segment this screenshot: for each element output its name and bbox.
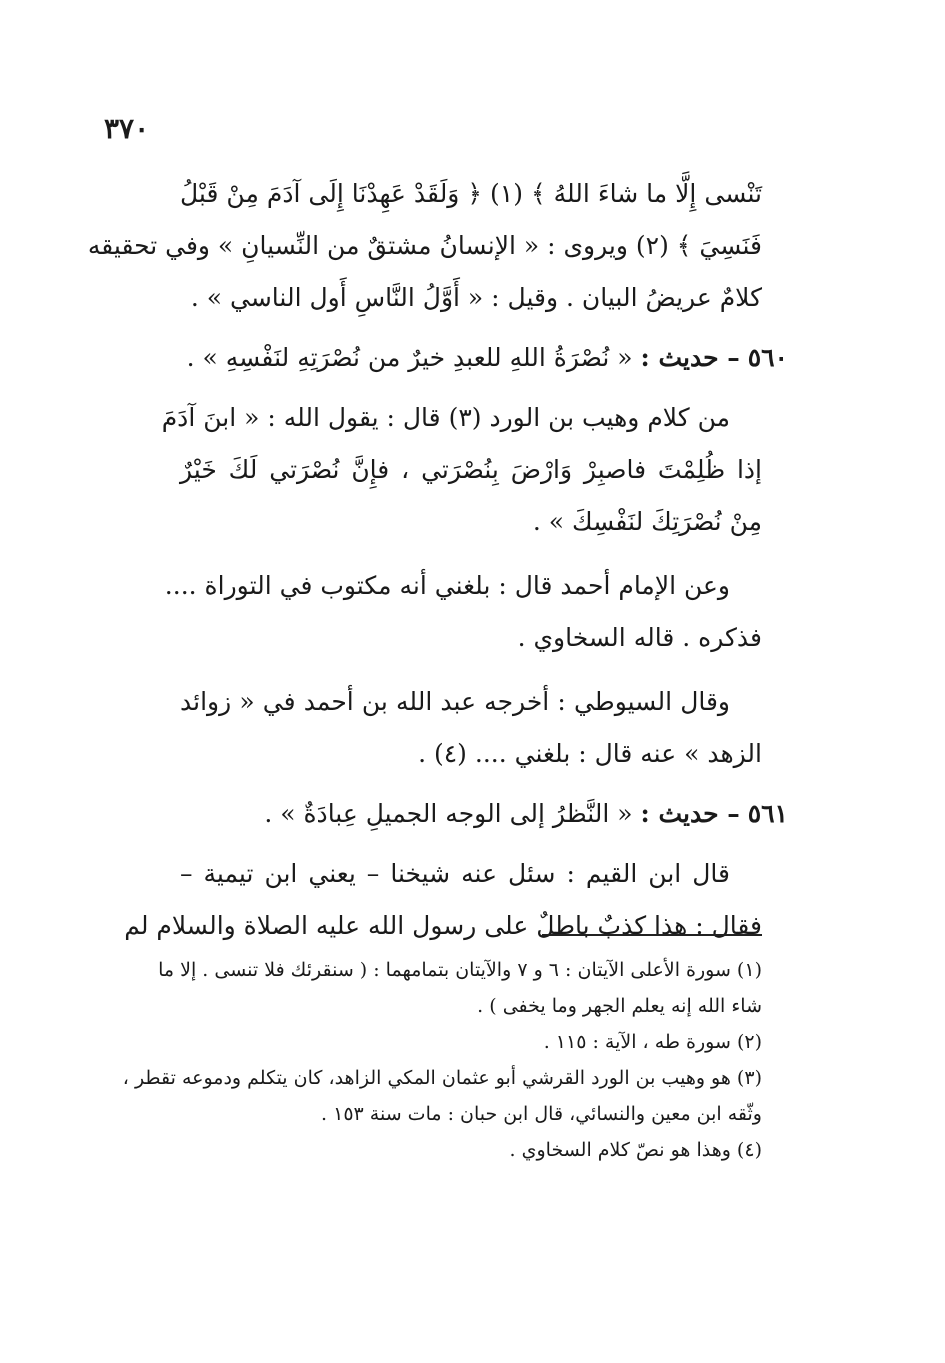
entry-number: ٥٦١ [747,799,788,828]
footnotes [122,952,762,1168]
footnote-line: شاء الله إنه يعلم الجهر وما يخفى ) . [477,995,762,1017]
footnote-line: (٢) سورة طه ، الآية : ١١٥ . [543,1031,762,1053]
footnote-line: وثّقه ابن معين والنسائي، قال ابن حبان : مات سنة ١٥٣ . [321,1103,762,1125]
hadith-text: « نُصْرَةُ اللهِ للعبدِ خيرٌ من نُصْرَتِهِ لنَفْسِهِ » . [186,343,633,372]
entry-number: ٥٦٠ [747,343,788,372]
entry-label: – حديث : [640,799,740,828]
footnote-line: (٣) هو وهيب بن الورد القرشي أبو عثمان المكي الزاهد، كان يتكلم ودموعه تقطر ، [122,1067,762,1089]
entry-heading-560 [180,332,788,384]
main-text [87,168,788,952]
paragraph-line: الزهد » عنه قال : بلغني .... (٤) . [418,739,762,768]
intro-line: فَنَسِيَ ﴾ (٢) ويروى : « الإنسانُ مشتقٌ من النِّسيانِ » وفي تحقيقه [87,231,762,260]
paragraph-line: وعن الإمام أحمد قال : بلغني أنه مكتوب في التوراة .... [164,571,730,600]
footnote-divider [542,934,762,936]
intro-line: تَنْسى إِلَّا ما شاءَ اللهُ ﴾ (١) ﴿ وَلَقَدْ عَهِدْنَا إِلَى آدَمَ مِنْ قَبْلُ [180,179,763,208]
intro-line: كلامٌ عريضُ البيان . وقيل : « أَوَّلُ النَّاسِ أَول الناسي » . [190,283,762,312]
entry-heading-561 [180,788,788,840]
paragraph-line: من كلام وهيب بن الورد (٣) قال : يقول الله : « ابنَ آدَمَ [161,403,730,432]
paragraph-line: فقال : هذا كذبٌ باطلٌ على رسول الله عليه الصلاة والسلام لم [124,911,762,940]
paragraph-line: إذا ظُلِمْتَ فاصبِرْ وَارْضَ بِنُصْرَتي ، فإِنَّ نُصْرَتي لَكَ خَيْرٌ [180,455,762,484]
entry-label: – حديث : [640,343,740,372]
paragraph-line: فذكره . قاله السخاوي . [517,623,762,652]
footnote-line: (٤) وهذا هو نصّ كلام السخاوي . [509,1139,762,1161]
paragraph-line: مِنْ نُصْرَتِكَ لنَفْسِكَ » . [532,507,762,536]
hadith-text: « النَّظرُ إلى الوجه الجميلِ عِبادَةٌ » . [264,799,633,828]
paragraph-line: وقال السيوطي : أخرجه عبد الله بن أحمد في « زوائد [180,687,730,716]
page-number: ٣٧٠ [104,112,150,145]
paragraph-line: قال ابن القيم : سئل عنه شيخنا – يعني ابن تيمية – [180,859,730,888]
footnote-line: (١) سورة الأعلى الآيتان : ٦ و ٧ والآيتان بتمامهما : ( سنقرئك فلا تنسى . إلا ما [158,959,762,981]
